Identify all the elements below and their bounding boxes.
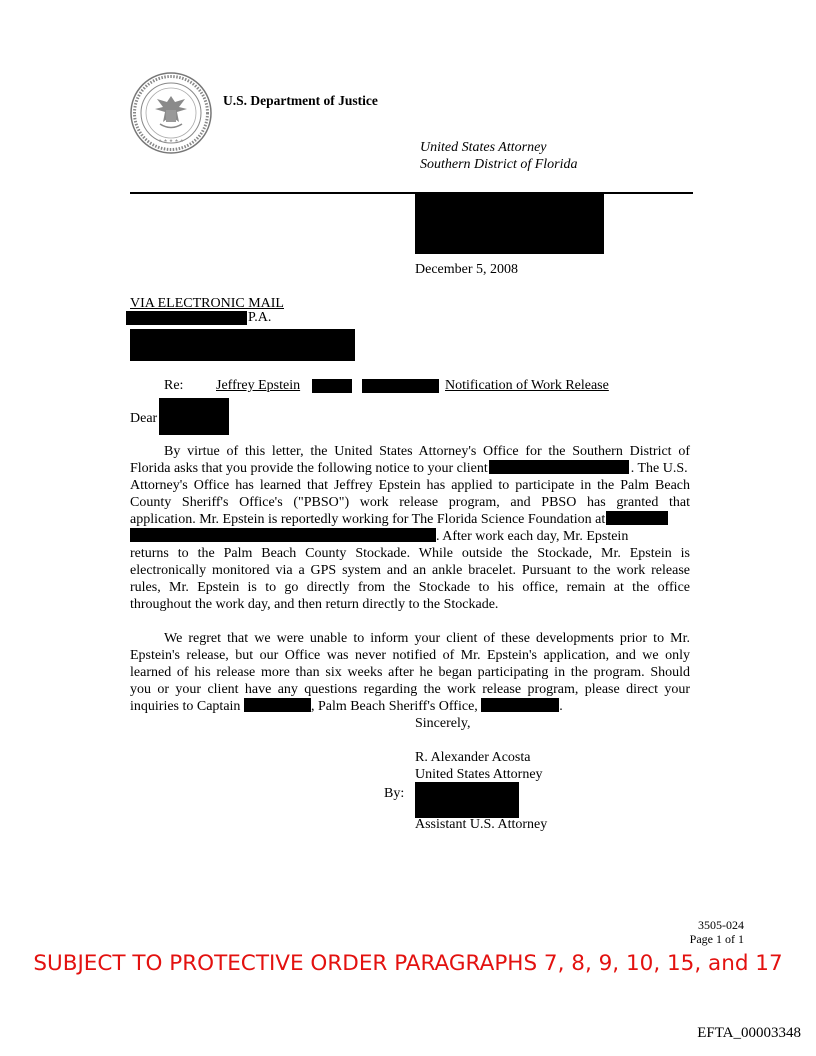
page-footer — [690, 918, 744, 946]
p1-line: County Sheriff's Office's ("PBSO") work release program, and PBSO has granted that — [130, 495, 690, 510]
closing-sincerely: Sincerely, — [415, 716, 471, 731]
firm-suffix: P.A. — [248, 310, 272, 325]
office-district: Southern District of Florida — [420, 157, 578, 172]
p1-line: electronically monitored via a GPS system and an ankle bracelet. Pursuant to the work release — [130, 563, 690, 578]
letterhead-rule — [130, 192, 693, 194]
letter-date: December 5, 2008 — [415, 262, 519, 277]
redaction-sender-block — [415, 193, 604, 254]
document-code: 3505-024 — [698, 918, 744, 932]
paragraph-2 — [130, 630, 690, 715]
p1-line-6: . After work each day, Mr. Epstein — [130, 528, 690, 545]
p1-line: Attorney's Office has learned that Jeffrey Epstein has applied to participate in the Palm Beach — [130, 478, 690, 493]
p2-line: you or your client have any questions regarding the work release program, please direct your — [130, 682, 690, 697]
redaction-re-1 — [312, 379, 352, 393]
p1-line-5: application. Mr. Epstein is reportedly working for The Florida Science Foundation at — [130, 511, 690, 528]
doj-seal — [130, 72, 212, 154]
paragraph-1 — [130, 443, 690, 613]
p1-line: returns to the Palm Beach County Stockade. While outside the Stockade, Mr. Epstein is — [130, 546, 690, 561]
re-subject-start: Jeffrey Epstein — [216, 378, 301, 393]
redaction-addressee-name — [126, 311, 247, 325]
svg-text:★ ★ ★ ★ ★: ★ ★ ★ ★ ★ — [158, 139, 184, 144]
redaction-signer — [415, 782, 519, 818]
delivery-method: VIA ELECTRONIC MAIL — [130, 296, 284, 311]
p2-line-5: inquiries to Captain , Palm Beach Sheriff's Office, . — [130, 699, 563, 714]
signer-title: Assistant U.S. Attorney — [415, 817, 548, 832]
signatory-title: United States Attorney — [415, 767, 543, 782]
redaction-salutation-name — [159, 398, 229, 435]
salutation: Dear — [130, 411, 158, 426]
p1-line: By virtue of this letter, the United States Attorney's Office for the Southern District of — [164, 444, 690, 459]
redaction-re-2 — [362, 379, 439, 393]
p2-line: learned of his release more than six weeks after he began participating in the program. Should — [130, 665, 690, 680]
agency-name: U.S. Department of Justice — [223, 93, 378, 108]
p1-line: throughout the work day, and then return directly to the Stockade. — [130, 597, 499, 612]
signatory-name: R. Alexander Acosta — [415, 750, 531, 765]
page-number: Page 1 of 1 — [689, 932, 744, 946]
p1-line-2: Florida asks that you provide the following notice to your client . The U.S. — [130, 461, 688, 476]
redaction-address — [130, 329, 355, 361]
bates-number: EFTA_00003348 — [697, 1025, 801, 1041]
p1-line: rules, Mr. Epstein is to go directly from the Stockade to his office, remain at the office — [130, 580, 690, 595]
protective-order-banner: SUBJECT TO PROTECTIVE ORDER PARAGRAPHS 7, 8, 9, 10, 15, and 17 — [33, 951, 783, 976]
re-subject-end: Notification of Work Release — [445, 378, 609, 393]
p2-line: We regret that we were unable to inform your client of these developments prior to Mr. — [164, 631, 690, 646]
office-title: United States Attorney — [420, 140, 547, 155]
p2-line: Epstein's release, but our Office was never notified of Mr. Epstein's application, and we only — [130, 648, 690, 663]
re-label: Re: — [164, 378, 184, 393]
by-label: By: — [384, 786, 405, 801]
